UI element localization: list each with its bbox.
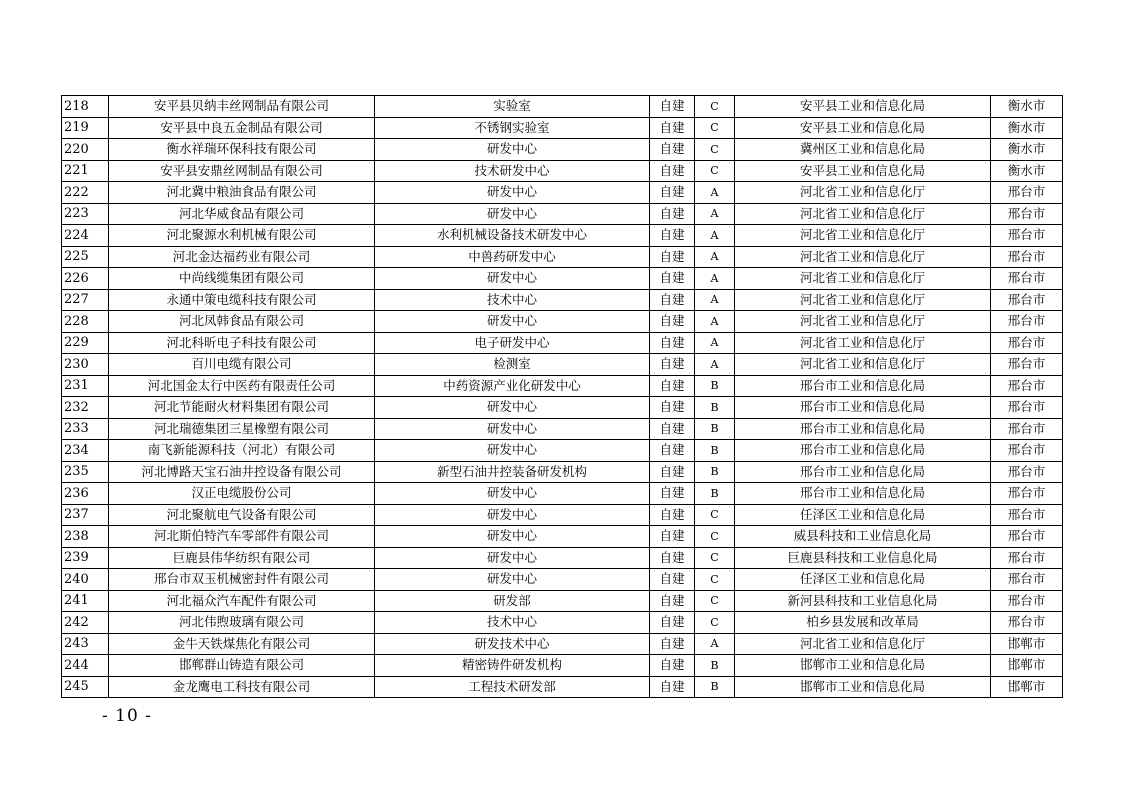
row-number-cell: 231 xyxy=(62,375,109,397)
table-row xyxy=(62,117,1063,139)
rd-center-cell: 研发技术中心 xyxy=(375,633,650,655)
table-row xyxy=(62,182,1063,204)
grade-cell: A xyxy=(695,225,735,247)
company-name-cell: 巨鹿县伟华纺织有限公司 xyxy=(109,547,375,569)
city-cell: 邢台市 xyxy=(991,397,1063,419)
city-cell: 邢台市 xyxy=(991,332,1063,354)
rd-center-cell: 精密铸件研发机构 xyxy=(375,655,650,677)
build-type-cell: 自建 xyxy=(650,569,695,591)
authority-cell: 冀州区工业和信息化局 xyxy=(735,139,991,161)
build-type-cell: 自建 xyxy=(650,139,695,161)
authority-cell: 河北省工业和信息化厅 xyxy=(735,289,991,311)
row-number-cell: 227 xyxy=(62,289,109,311)
row-number-cell: 228 xyxy=(62,311,109,333)
table-row xyxy=(62,289,1063,311)
company-name-cell: 河北博路天宝石油井控设备有限公司 xyxy=(109,461,375,483)
rd-center-cell: 研发中心 xyxy=(375,397,650,419)
authority-cell: 河北省工业和信息化厅 xyxy=(735,246,991,268)
table-row xyxy=(62,655,1063,677)
build-type-cell: 自建 xyxy=(650,160,695,182)
grade-cell: A xyxy=(695,289,735,311)
table-row xyxy=(62,375,1063,397)
authority-cell: 威县科技和工业信息化局 xyxy=(735,526,991,548)
row-number-cell: 237 xyxy=(62,504,109,526)
authority-cell: 河北省工业和信息化厅 xyxy=(735,332,991,354)
row-number-cell: 243 xyxy=(62,633,109,655)
authority-cell: 任泽区工业和信息化局 xyxy=(735,569,991,591)
build-type-cell: 自建 xyxy=(650,483,695,505)
rd-center-cell: 研发中心 xyxy=(375,547,650,569)
company-name-cell: 衡水祥瑞环保科技有限公司 xyxy=(109,139,375,161)
grade-cell: C xyxy=(695,547,735,569)
row-number-cell: 242 xyxy=(62,612,109,634)
table-row xyxy=(62,418,1063,440)
rd-center-cell: 研发中心 xyxy=(375,311,650,333)
table-row xyxy=(62,526,1063,548)
row-number-cell: 239 xyxy=(62,547,109,569)
authority-cell: 邢台市工业和信息化局 xyxy=(735,375,991,397)
row-number-cell: 221 xyxy=(62,160,109,182)
row-number-cell: 226 xyxy=(62,268,109,290)
company-name-cell: 河北聚航电气设备有限公司 xyxy=(109,504,375,526)
company-name-cell: 河北福众汽车配件有限公司 xyxy=(109,590,375,612)
authority-cell: 河北省工业和信息化厅 xyxy=(735,182,991,204)
city-cell: 邢台市 xyxy=(991,612,1063,634)
authority-cell: 邢台市工业和信息化局 xyxy=(735,397,991,419)
grade-cell: B xyxy=(695,418,735,440)
build-type-cell: 自建 xyxy=(650,354,695,376)
build-type-cell: 自建 xyxy=(650,676,695,698)
authority-cell: 河北省工业和信息化厅 xyxy=(735,203,991,225)
company-name-cell: 安平县贝纳丰丝网制品有限公司 xyxy=(109,96,375,118)
table-row xyxy=(62,440,1063,462)
grade-cell: A xyxy=(695,332,735,354)
city-cell: 邢台市 xyxy=(991,483,1063,505)
row-number-cell: 229 xyxy=(62,332,109,354)
rd-center-cell: 工程技术研发部 xyxy=(375,676,650,698)
rd-center-cell: 电子研发中心 xyxy=(375,332,650,354)
table-row xyxy=(62,203,1063,225)
company-name-cell: 南飞新能源科技（河北）有限公司 xyxy=(109,440,375,462)
row-number-cell: 220 xyxy=(62,139,109,161)
rd-center-cell: 中药资源产业化研发中心 xyxy=(375,375,650,397)
table-row xyxy=(62,569,1063,591)
row-number-cell: 233 xyxy=(62,418,109,440)
authority-cell: 河北省工业和信息化厅 xyxy=(735,354,991,376)
build-type-cell: 自建 xyxy=(650,182,695,204)
authority-cell: 安平县工业和信息化局 xyxy=(735,117,991,139)
rd-center-cell: 水利机械设备技术研发中心 xyxy=(375,225,650,247)
table-row xyxy=(62,139,1063,161)
city-cell: 邢台市 xyxy=(991,311,1063,333)
table-row xyxy=(62,504,1063,526)
city-cell: 邯郸市 xyxy=(991,655,1063,677)
row-number-cell: 236 xyxy=(62,483,109,505)
city-cell: 邯郸市 xyxy=(991,676,1063,698)
grade-cell: A xyxy=(695,354,735,376)
grade-cell: A xyxy=(695,633,735,655)
row-number-cell: 240 xyxy=(62,569,109,591)
grade-cell: C xyxy=(695,117,735,139)
rd-center-cell: 研发中心 xyxy=(375,569,650,591)
city-cell: 邢台市 xyxy=(991,590,1063,612)
company-name-cell: 河北华威食品有限公司 xyxy=(109,203,375,225)
table-row xyxy=(62,96,1063,118)
table-row xyxy=(62,676,1063,698)
company-name-cell: 安平县中良五金制品有限公司 xyxy=(109,117,375,139)
rd-center-cell: 研发中心 xyxy=(375,504,650,526)
authority-cell: 邯郸市工业和信息化局 xyxy=(735,676,991,698)
build-type-cell: 自建 xyxy=(650,203,695,225)
rd-center-cell: 研发中心 xyxy=(375,418,650,440)
row-number-cell: 244 xyxy=(62,655,109,677)
city-cell: 衡水市 xyxy=(991,96,1063,118)
company-name-cell: 永通中策电缆科技有限公司 xyxy=(109,289,375,311)
build-type-cell: 自建 xyxy=(650,461,695,483)
city-cell: 衡水市 xyxy=(991,117,1063,139)
build-type-cell: 自建 xyxy=(650,547,695,569)
rd-center-cell: 研发中心 xyxy=(375,182,650,204)
table-row xyxy=(62,354,1063,376)
row-number-cell: 225 xyxy=(62,246,109,268)
company-name-cell: 安平县安鼎丝网制品有限公司 xyxy=(109,160,375,182)
rd-center-cell: 检测室 xyxy=(375,354,650,376)
company-name-cell: 河北科昕电子科技有限公司 xyxy=(109,332,375,354)
build-type-cell: 自建 xyxy=(650,225,695,247)
grade-cell: C xyxy=(695,590,735,612)
city-cell: 邢台市 xyxy=(991,182,1063,204)
company-name-cell: 汉正电缆股份公司 xyxy=(109,483,375,505)
company-name-cell: 邢台市双玉机械密封件有限公司 xyxy=(109,569,375,591)
build-type-cell: 自建 xyxy=(650,375,695,397)
grade-cell: A xyxy=(695,311,735,333)
rd-center-cell: 研发中心 xyxy=(375,526,650,548)
authority-cell: 任泽区工业和信息化局 xyxy=(735,504,991,526)
rd-center-cell: 研发中心 xyxy=(375,203,650,225)
table-row xyxy=(62,160,1063,182)
rd-center-cell: 研发中心 xyxy=(375,139,650,161)
city-cell: 邢台市 xyxy=(991,354,1063,376)
build-type-cell: 自建 xyxy=(650,418,695,440)
company-name-cell: 河北凤韩食品有限公司 xyxy=(109,311,375,333)
grade-cell: C xyxy=(695,612,735,634)
city-cell: 邢台市 xyxy=(991,569,1063,591)
company-name-cell: 河北金达福药业有限公司 xyxy=(109,246,375,268)
grade-cell: B xyxy=(695,375,735,397)
row-number-cell: 238 xyxy=(62,526,109,548)
row-number-cell: 224 xyxy=(62,225,109,247)
company-name-cell: 河北冀中粮油食品有限公司 xyxy=(109,182,375,204)
company-name-cell: 邯郸群山铸造有限公司 xyxy=(109,655,375,677)
authority-cell: 邢台市工业和信息化局 xyxy=(735,418,991,440)
enterprise-rd-table xyxy=(61,95,1063,698)
rd-center-cell: 研发中心 xyxy=(375,268,650,290)
rd-center-cell: 中兽药研发中心 xyxy=(375,246,650,268)
authority-cell: 邯郸市工业和信息化局 xyxy=(735,655,991,677)
build-type-cell: 自建 xyxy=(650,633,695,655)
table-row xyxy=(62,483,1063,505)
rd-center-cell: 研发中心 xyxy=(375,483,650,505)
build-type-cell: 自建 xyxy=(650,655,695,677)
row-number-cell: 241 xyxy=(62,590,109,612)
grade-cell: C xyxy=(695,569,735,591)
city-cell: 邢台市 xyxy=(991,203,1063,225)
grade-cell: B xyxy=(695,461,735,483)
grade-cell: A xyxy=(695,268,735,290)
table-row xyxy=(62,461,1063,483)
rd-center-cell: 研发中心 xyxy=(375,440,650,462)
build-type-cell: 自建 xyxy=(650,246,695,268)
row-number-cell: 230 xyxy=(62,354,109,376)
row-number-cell: 219 xyxy=(62,117,109,139)
table-row xyxy=(62,590,1063,612)
city-cell: 邢台市 xyxy=(991,440,1063,462)
build-type-cell: 自建 xyxy=(650,96,695,118)
city-cell: 邢台市 xyxy=(991,246,1063,268)
rd-center-cell: 技术中心 xyxy=(375,612,650,634)
company-name-cell: 河北瑞德集团三星橡塑有限公司 xyxy=(109,418,375,440)
rd-center-cell: 研发部 xyxy=(375,590,650,612)
table-row xyxy=(62,268,1063,290)
table-row xyxy=(62,633,1063,655)
company-name-cell: 河北国金太行中医药有限责任公司 xyxy=(109,375,375,397)
build-type-cell: 自建 xyxy=(650,504,695,526)
authority-cell: 邢台市工业和信息化局 xyxy=(735,483,991,505)
build-type-cell: 自建 xyxy=(650,397,695,419)
build-type-cell: 自建 xyxy=(650,612,695,634)
city-cell: 邯郸市 xyxy=(991,633,1063,655)
city-cell: 邢台市 xyxy=(991,547,1063,569)
company-name-cell: 中尚线缆集团有限公司 xyxy=(109,268,375,290)
authority-cell: 邢台市工业和信息化局 xyxy=(735,440,991,462)
grade-cell: B xyxy=(695,483,735,505)
build-type-cell: 自建 xyxy=(650,526,695,548)
authority-cell: 柏乡县发展和改革局 xyxy=(735,612,991,634)
build-type-cell: 自建 xyxy=(650,332,695,354)
grade-cell: C xyxy=(695,96,735,118)
company-name-cell: 金牛天铁煤焦化有限公司 xyxy=(109,633,375,655)
table-row xyxy=(62,397,1063,419)
rd-center-cell: 新型石油井控装备研发机构 xyxy=(375,461,650,483)
row-number-cell: 245 xyxy=(62,676,109,698)
city-cell: 邢台市 xyxy=(991,526,1063,548)
row-number-cell: 234 xyxy=(62,440,109,462)
city-cell: 邢台市 xyxy=(991,289,1063,311)
authority-cell: 河北省工业和信息化厅 xyxy=(735,225,991,247)
row-number-cell: 232 xyxy=(62,397,109,419)
city-cell: 邢台市 xyxy=(991,504,1063,526)
company-name-cell: 河北节能耐火材料集团有限公司 xyxy=(109,397,375,419)
grade-cell: A xyxy=(695,182,735,204)
company-name-cell: 河北斯伯特汽车零部件有限公司 xyxy=(109,526,375,548)
row-number-cell: 223 xyxy=(62,203,109,225)
grade-cell: A xyxy=(695,246,735,268)
authority-cell: 河北省工业和信息化厅 xyxy=(735,268,991,290)
authority-cell: 安平县工业和信息化局 xyxy=(735,160,991,182)
city-cell: 衡水市 xyxy=(991,139,1063,161)
table-row xyxy=(62,225,1063,247)
grade-cell: B xyxy=(695,655,735,677)
city-cell: 邢台市 xyxy=(991,418,1063,440)
build-type-cell: 自建 xyxy=(650,268,695,290)
row-number-cell: 218 xyxy=(62,96,109,118)
city-cell: 邢台市 xyxy=(991,268,1063,290)
grade-cell: C xyxy=(695,504,735,526)
table-row xyxy=(62,311,1063,333)
authority-cell: 邢台市工业和信息化局 xyxy=(735,461,991,483)
grade-cell: C xyxy=(695,526,735,548)
build-type-cell: 自建 xyxy=(650,440,695,462)
company-name-cell: 金龙鹰电工科技有限公司 xyxy=(109,676,375,698)
authority-cell: 安平县工业和信息化局 xyxy=(735,96,991,118)
authority-cell: 河北省工业和信息化厅 xyxy=(735,633,991,655)
rd-center-cell: 实验室 xyxy=(375,96,650,118)
city-cell: 邢台市 xyxy=(991,225,1063,247)
table-row xyxy=(62,246,1063,268)
city-cell: 邢台市 xyxy=(991,461,1063,483)
row-number-cell: 222 xyxy=(62,182,109,204)
grade-cell: C xyxy=(695,139,735,161)
authority-cell: 河北省工业和信息化厅 xyxy=(735,311,991,333)
company-name-cell: 百川电缆有限公司 xyxy=(109,354,375,376)
authority-cell: 巨鹿县科技和工业信息化局 xyxy=(735,547,991,569)
rd-center-cell: 不锈钢实验室 xyxy=(375,117,650,139)
build-type-cell: 自建 xyxy=(650,590,695,612)
row-number-cell: 235 xyxy=(62,461,109,483)
grade-cell: A xyxy=(695,203,735,225)
table-row xyxy=(62,547,1063,569)
city-cell: 邢台市 xyxy=(991,375,1063,397)
build-type-cell: 自建 xyxy=(650,289,695,311)
page-number: - 10 - xyxy=(102,706,152,726)
rd-center-cell: 技术研发中心 xyxy=(375,160,650,182)
grade-cell: B xyxy=(695,440,735,462)
rd-center-cell: 技术中心 xyxy=(375,289,650,311)
city-cell: 衡水市 xyxy=(991,160,1063,182)
table-row xyxy=(62,612,1063,634)
build-type-cell: 自建 xyxy=(650,311,695,333)
build-type-cell: 自建 xyxy=(650,117,695,139)
company-name-cell: 河北伟煦玻璃有限公司 xyxy=(109,612,375,634)
table-body xyxy=(62,96,1063,698)
grade-cell: B xyxy=(695,397,735,419)
grade-cell: B xyxy=(695,676,735,698)
company-name-cell: 河北聚源水利机械有限公司 xyxy=(109,225,375,247)
table-row xyxy=(62,332,1063,354)
authority-cell: 新河县科技和工业信息化局 xyxy=(735,590,991,612)
grade-cell: C xyxy=(695,160,735,182)
